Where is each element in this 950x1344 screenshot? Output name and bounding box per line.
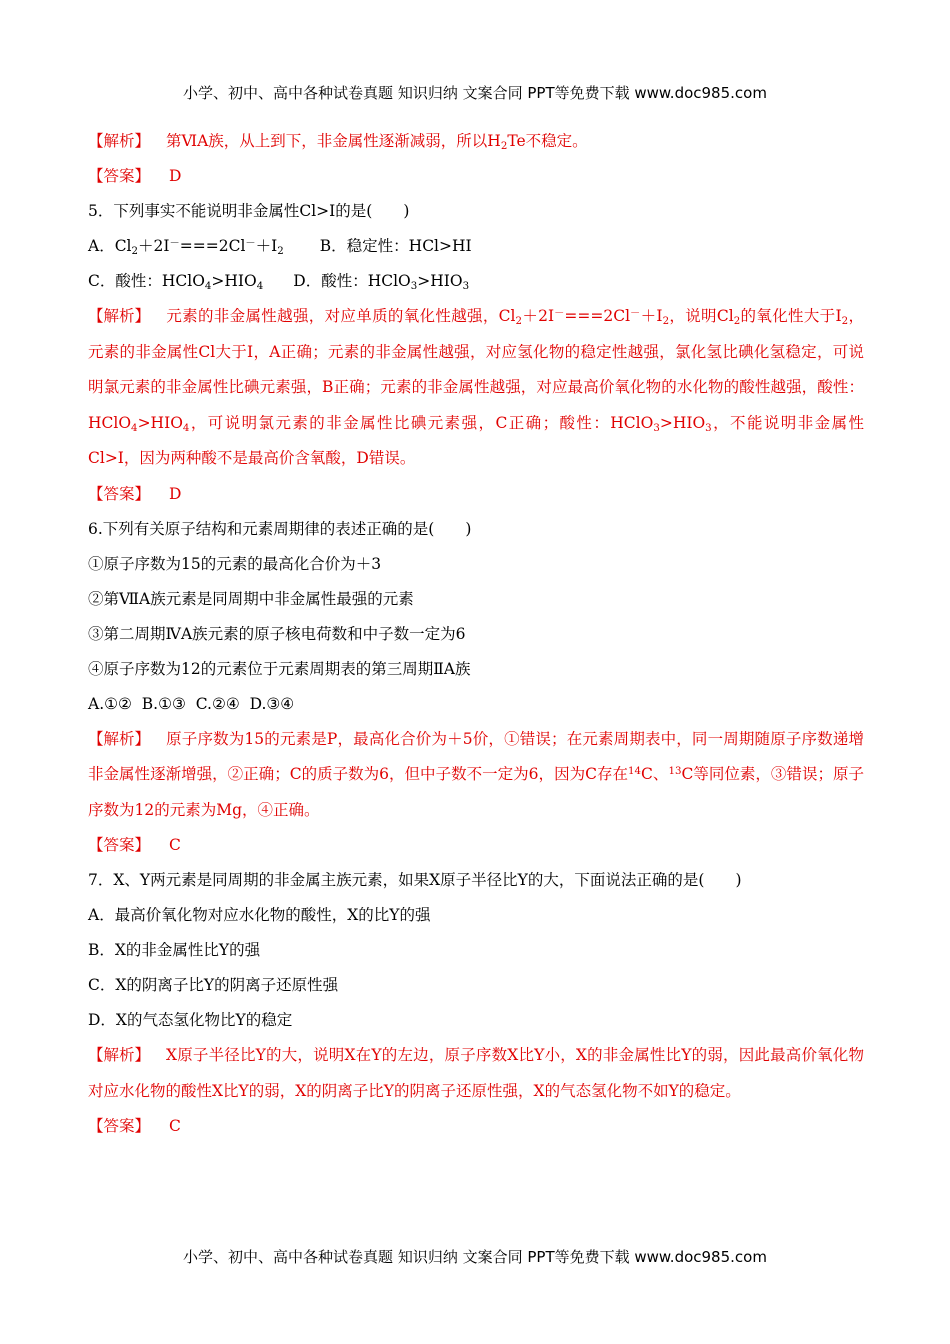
q7-option-c: C．X的阴离子比Y的阴离子还原性强	[88, 976, 339, 994]
q7-option-d: D．X的气态氢化物比Y的稳定	[88, 1011, 293, 1029]
page-header: 小学、初中、高中各种试卷真题 知识归纳 文案合同 PPT等免费下载 www.doc985.com	[183, 84, 767, 102]
analysis-label: 【解析】	[88, 132, 151, 150]
q5-answer-value: D	[169, 484, 182, 503]
q6-item-2: ②第ⅦA族元素是同周期中非金属性最强的元素	[88, 589, 414, 608]
q5-option-d: D．酸性：$HClO_3>HIO_3$	[293, 272, 470, 292]
q5-options-ab	[88, 229, 864, 264]
q7-stem: 7．X、Y两元素是同周期的非金属主族元素，如果X原子半径比Y的大，下面说法正确的是( )	[88, 871, 742, 889]
page-footer: 小学、初中、高中各种试卷真题 知识归纳 文案合同 PPT等免费下载 www.doc985.com	[183, 1248, 767, 1266]
q6-item-3: ③第二周期ⅣA族元素的原子核电荷数和中子数一定为6	[88, 624, 466, 643]
q6-answer-value: C	[169, 836, 181, 854]
q6-item-1: ①原子序数为15的元素的最高化合价为＋3	[88, 554, 382, 573]
q5-option-b: B．稳定性：HCl>HI	[319, 237, 472, 255]
q6-item-4: ④原子序数为12的元素位于元素周期表的第三周期ⅡA族	[88, 659, 471, 678]
q7-answer-value: C	[169, 1117, 181, 1135]
q4-answer	[88, 159, 864, 194]
answer-label: 【答案】	[88, 836, 151, 854]
q5-options-cd	[88, 264, 864, 299]
analysis-label: 【解析】	[88, 729, 151, 748]
answer-label: 【答案】	[88, 1117, 151, 1135]
q5-stem: 5．下列事实不能说明非金属性Cl>I的是( )	[88, 202, 410, 220]
q5-option-a: A．$Cl_2+2I^-===2Cl^-+I_2$	[88, 237, 284, 257]
analysis-label: 【解析】	[88, 1046, 151, 1064]
q4-analysis: 【解析】 第ⅥA族，从上到下，非金属性逐渐减弱，所以$H_2Te$不稳定。	[88, 124, 864, 159]
q6-options: A.①② B.①③ C.②④ D.③④	[88, 694, 295, 713]
question-content	[88, 124, 864, 1144]
answer-label: 【答案】	[88, 167, 151, 185]
q6-answer	[88, 828, 864, 863]
q4-answer-value: D	[169, 167, 182, 185]
q5-analysis: 【解析】 元素的非金属性越强，对应单质的氧化性越强，$Cl_2+2I^-===2Cl^-+I_2$，说明$Cl_2$的氧化性大于$I_2$，元素的非金属性Cl大于I，A正确；元素的非金属性越强，对应氢化物的稳定性越强，氯化氢比碘化氢稳定，可说明氯元素的非金属性比碘元素强，B正确；元素的非金属性越强，对应最高价氧化物的水化物的酸性越强，酸性：$HClO_4>HIO_4$，可说明氯元素的非金属性比碘元素强，C正确；酸性：$HClO_3>HIO_3$，不能说明非金属性Cl>I，因为两种酸不是最高价含氧酸，D错误。	[88, 299, 864, 477]
q7-analysis: 【解析】 X原子半径比Y的大，说明X在Y的左边，原子序数X比Y小，X的非金属性比Y的弱，因此最高价氧化物对应水化物的酸性X比Y的弱，X的阴离子比Y的阴离子还原性强，X的气态氢化物不如Y的稳定。	[88, 1038, 864, 1109]
q6-stem: 6.下列有关原子结构和元素周期律的表述正确的是( )	[88, 519, 472, 538]
analysis-label: 【解析】	[88, 307, 151, 325]
q5-option-c: C．酸性：$HClO_4>HIO_4$	[88, 272, 264, 292]
q5-answer	[88, 477, 864, 512]
q6-analysis: 【解析】 原子序数为15的元素是P，最高化合价为＋5价，①错误；在元素周期表中，同一周期随原子序数递增非金属性逐渐增强，②正确；C的质子数为6，但中子数不一定为6，因为C存在$^{14}$C、$^{13}$C等同位素，③错误；原子序数为12的元素为Mg，④正确。	[88, 722, 864, 829]
q7-answer	[88, 1109, 864, 1144]
q7-option-a: A．最高价氧化物对应水化物的酸性，X的比Y的强	[88, 906, 431, 924]
q7-option-b: B．X的非金属性比Y的强	[88, 941, 261, 959]
answer-label: 【答案】	[88, 484, 151, 503]
